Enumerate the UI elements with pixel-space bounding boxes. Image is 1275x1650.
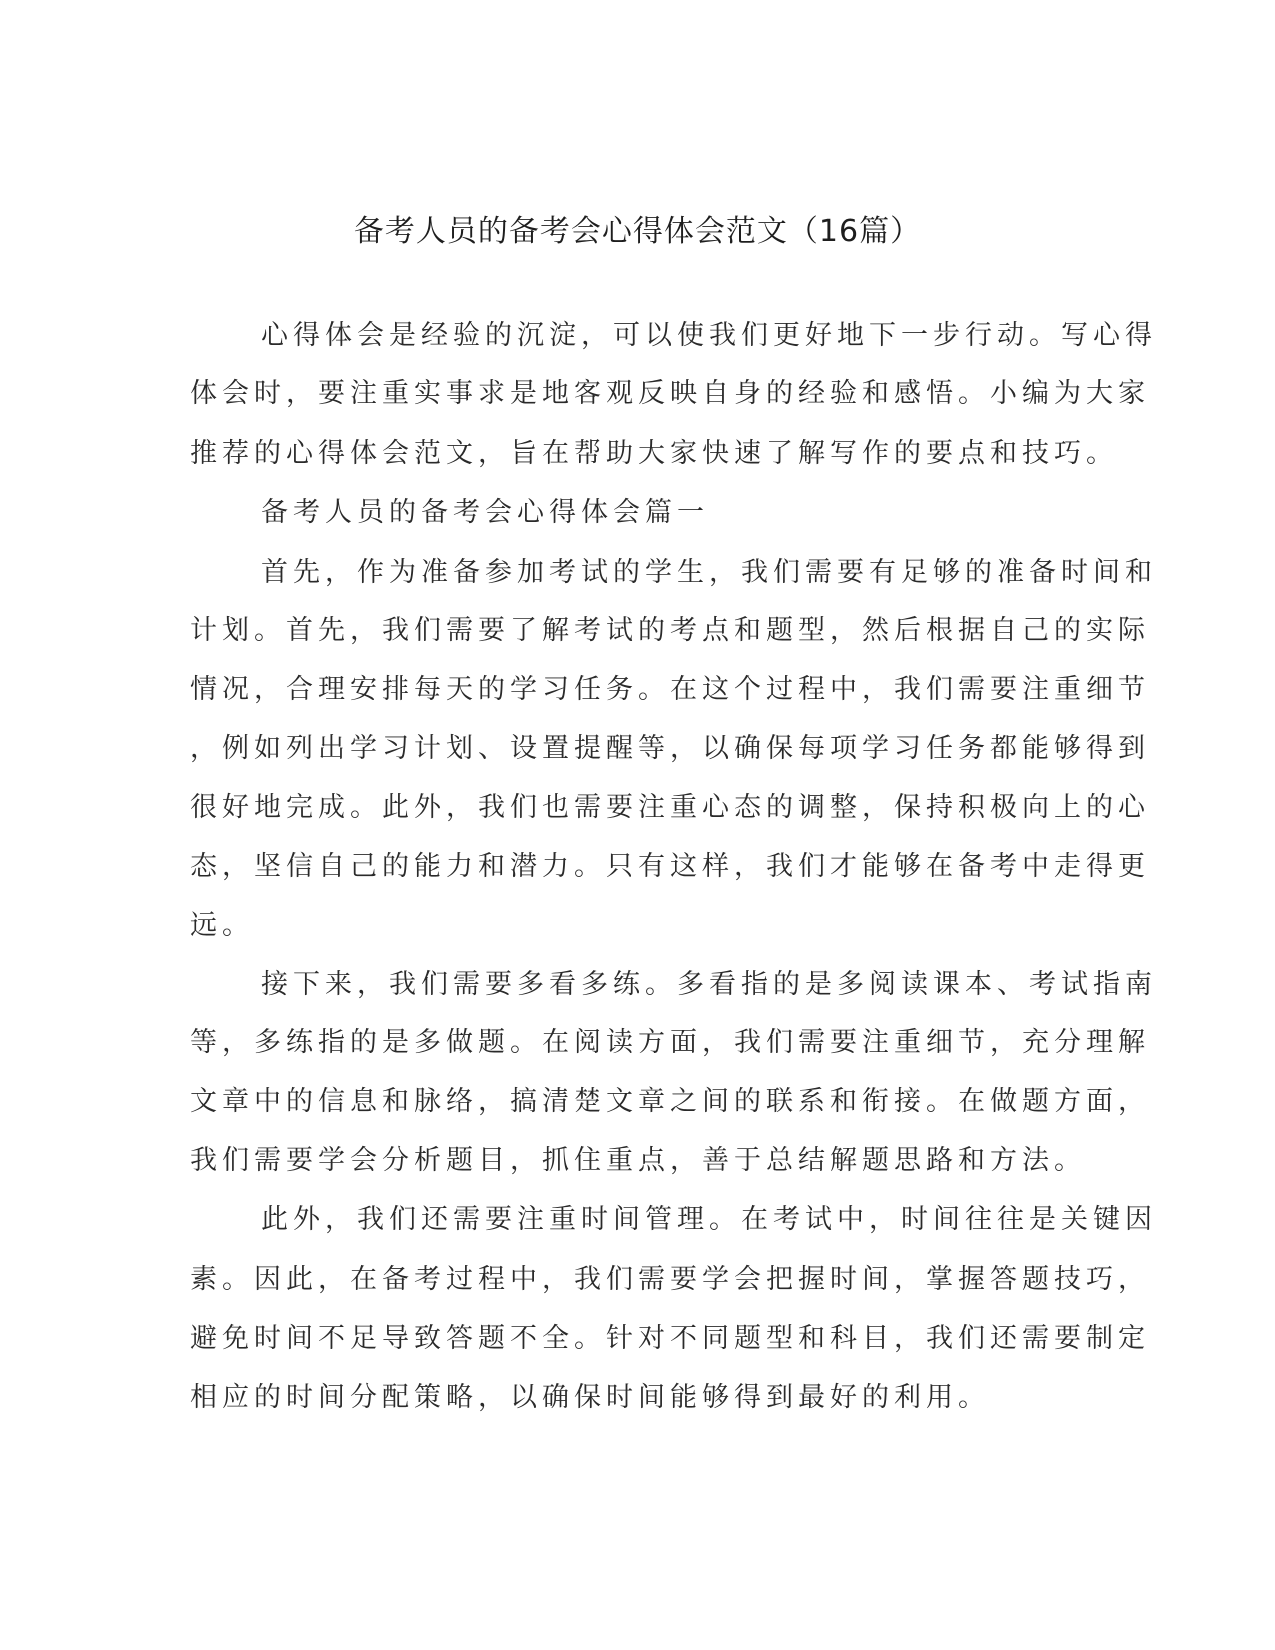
paragraph-line: 此外，我们还需要注重时间管理。在考试中，时间往往是关键因 bbox=[261, 1204, 1157, 1235]
paragraph-line: ，例如列出学习计划、设置提醒等，以确保每项学习任务都能够得到 bbox=[190, 733, 1150, 764]
document-title: 备考人员的备考会心得体会范文（16篇） bbox=[353, 214, 922, 249]
paragraph-line: 心得体会是经验的沉淀，可以使我们更好地下一步行动。写心得 bbox=[261, 320, 1157, 351]
paragraph-line: 很好地完成。此外，我们也需要注重心态的调整，保持积极向上的心 bbox=[190, 792, 1150, 823]
paragraph-line: 计划。首先，我们需要了解考试的考点和题型，然后根据自己的实际 bbox=[190, 615, 1150, 646]
paragraph-line: 体会时，要注重实事求是地客观反映自身的经验和感悟。小编为大家 bbox=[190, 378, 1150, 409]
paragraph-line: 推荐的心得体会范文，旨在帮助大家快速了解写作的要点和技巧。 bbox=[190, 438, 1118, 469]
paragraph-line: 文章中的信息和脉络，搞清楚文章之间的联系和衔接。在做题方面， bbox=[190, 1086, 1150, 1117]
section-heading: 备考人员的备考会心得体会篇一 bbox=[261, 497, 709, 528]
paragraph-line: 情况，合理安排每天的学习任务。在这个过程中，我们需要注重细节 bbox=[190, 674, 1150, 705]
paragraph-line: 素。因此，在备考过程中，我们需要学会把握时间，掌握答题技巧， bbox=[190, 1264, 1150, 1295]
paragraph-line: 相应的时间分配策略，以确保时间能够得到最好的利用。 bbox=[190, 1382, 990, 1413]
paragraph-line: 态，坚信自己的能力和潜力。只有这样，我们才能够在备考中走得更 bbox=[190, 851, 1150, 882]
paragraph-line: 我们需要学会分析题目，抓住重点，善于总结解题思路和方法。 bbox=[190, 1145, 1086, 1176]
paragraph-line: 避免时间不足导致答题不全。针对不同题型和科目，我们还需要制定 bbox=[190, 1323, 1150, 1354]
paragraph-line: 等，多练指的是多做题。在阅读方面，我们需要注重细节，充分理解 bbox=[190, 1027, 1150, 1058]
paragraph-line: 首先，作为准备参加考试的学生，我们需要有足够的准备时间和 bbox=[261, 557, 1157, 588]
paragraph-line: 远。 bbox=[190, 910, 254, 941]
paragraph-line: 接下来，我们需要多看多练。多看指的是多阅读课本、考试指南 bbox=[261, 969, 1157, 1000]
